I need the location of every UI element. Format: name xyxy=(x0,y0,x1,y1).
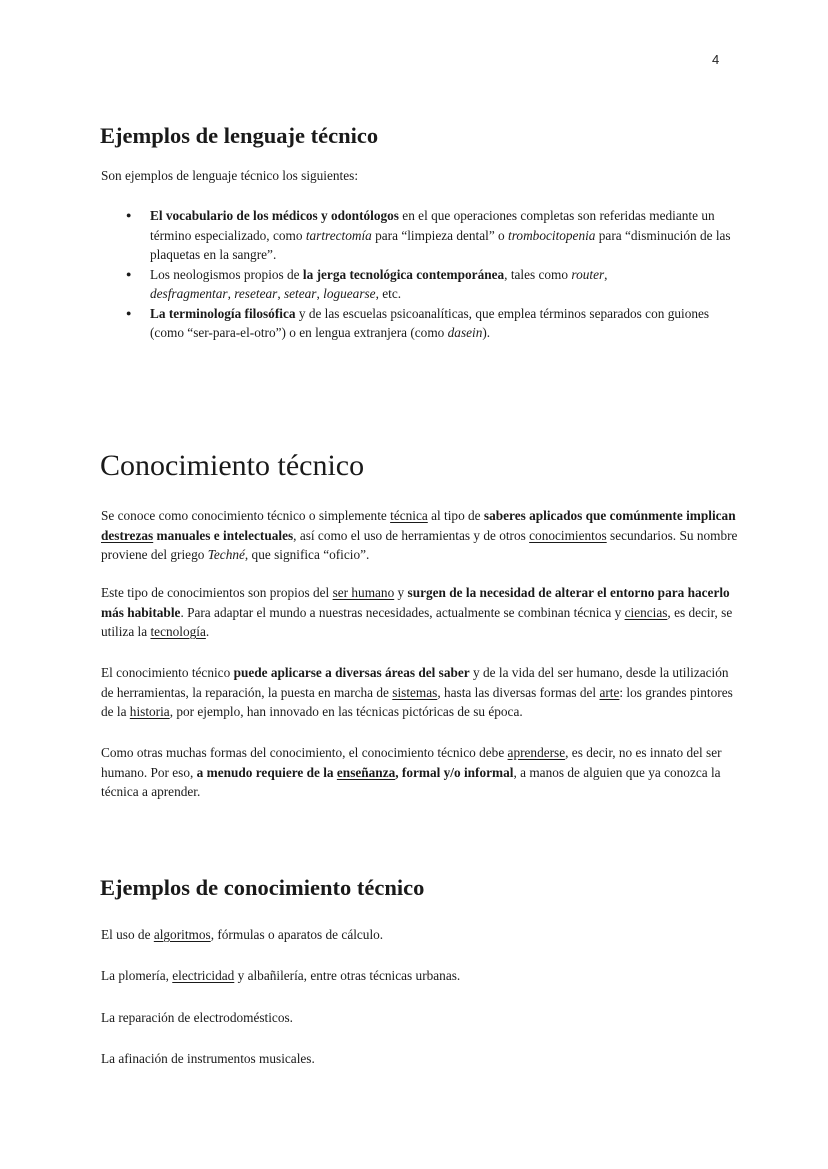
section-heading-lenguaje-tecnico: Ejemplos de lenguaje técnico xyxy=(100,123,379,148)
section-heading-conocimiento-tecnico: Conocimiento técnico xyxy=(100,449,365,482)
paragraph-areas: El conocimiento técnico puede aplicarse a diversas áreas del saber y de la vida del ser humano, desde la utilización de herramientas, la reparación, la puesta en marcha de sistemas, hasta las diversas formas del arte: los grandes pintores de la historia, por ejemplo, han innovado en las técnicas pictóricas de su época. xyxy=(101,665,733,719)
link-ensenanza[interactable]: enseñanza xyxy=(336,764,396,780)
list-item: ● El vocabulario de los médicos y odontólogos en el que operaciones completas son referidas mediante un término especializado, como tartrectomía para “limpieza dental” o trombocitopenia para “disminución de las plaquetas en la sangre”. xyxy=(101,206,741,265)
link-tecnica[interactable]: técnica xyxy=(390,508,428,523)
list-item: ● Los neologismos propios de la jerga tecnológica contemporánea, tales como router, desfragmentar, resetear, setear, loguearse, etc. xyxy=(101,265,741,304)
link-destrezas[interactable]: destrezas xyxy=(101,527,154,543)
examples-bullet-list xyxy=(101,206,741,343)
link-historia[interactable]: historia xyxy=(129,704,170,719)
link-conocimientos[interactable]: conocimientos xyxy=(529,527,607,543)
link-algoritmos[interactable]: algoritmos xyxy=(153,927,211,942)
paragraph-origin: Este tipo de conocimientos son propios del ser humano y surgen de la necesidad de alterar el entorno para hacerlo más habitable. Para adaptar el mundo a nuestras necesidades, actualmente se combinan técnica y ciencias, es decir, se utiliza la tecnología. xyxy=(101,585,733,639)
page-number: 4 xyxy=(712,52,720,67)
paragraph-learning: Como otras muchas formas del conocimiento, el conocimiento técnico debe aprenderse, es decir, no es innato del ser humano. Por eso, a menudo requiere de la enseñanza, formal y/o informal, a manos de alguien que ya conozca la técnica a aprender. xyxy=(101,745,722,799)
link-arte[interactable]: arte xyxy=(599,684,620,700)
link-tecnologia[interactable]: tecnología xyxy=(150,624,206,639)
list-item: ● La terminología filosófica y de las escuelas psicoanalíticas, que emplea términos separados con guiones (como “ser-para-el-otro”) o en lengua extranjera (como dasein). xyxy=(101,304,741,343)
section-intro: Son ejemplos de lenguaje técnico los siguientes: xyxy=(101,168,359,183)
paragraph-definition: Se conoce como conocimiento técnico o simplemente técnica al tipo de saberes aplicados que comúnmente implican destrezas manuales e intelectuales, así como el uso de herramientas y de otros conocimientos secundarios. Su nombre proviene del griego Techné, que significa “oficio”. xyxy=(101,508,738,562)
example-afinacion: La afinación de instrumentos musicales. xyxy=(101,1051,315,1066)
example-plomeria: La plomería, electricidad y albañilería, entre otras técnicas urbanas. xyxy=(101,968,461,983)
link-aprenderse[interactable]: aprenderse xyxy=(507,745,566,760)
example-algoritmos: El uso de algoritmos, fórmulas o aparatos de cálculo. xyxy=(101,927,384,942)
example-reparacion: La reparación de electrodomésticos. xyxy=(101,1010,293,1025)
link-electricidad[interactable]: electricidad xyxy=(172,968,235,983)
link-ciencias[interactable]: ciencias xyxy=(624,604,668,620)
link-ser-humano[interactable]: ser humano xyxy=(332,585,395,600)
section-heading-ejemplos-conocimiento: Ejemplos de conocimiento técnico xyxy=(100,875,425,900)
link-sistemas[interactable]: sistemas xyxy=(392,684,438,700)
